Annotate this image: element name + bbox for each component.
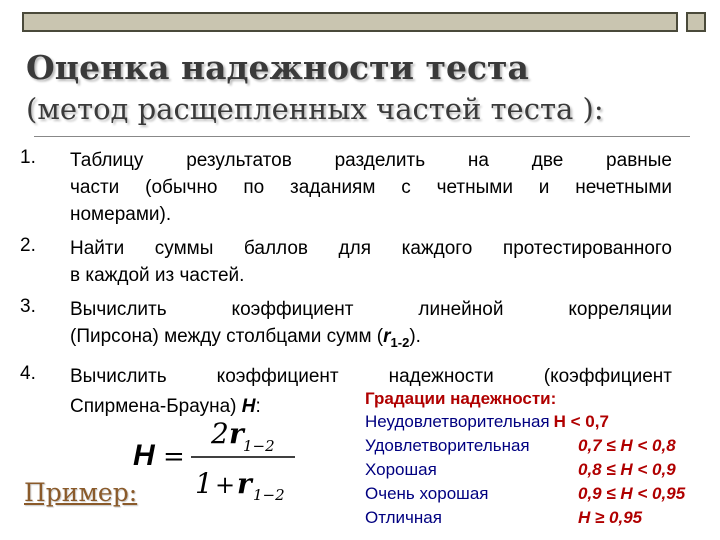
step-text-fragment: (Пирсона) между столбцами сумм ( [70, 326, 384, 347]
step-text-tail: : [255, 395, 261, 417]
list-item [20, 147, 672, 228]
slide-subtitle: (метод расщепленных частей теста ): [26, 92, 604, 126]
step-text-line: Найти суммы баллов для каждого протестированного [70, 238, 672, 259]
step-text-line: Вычислить коэффициент надежности (коэффициент [70, 365, 672, 387]
gradation-row [365, 458, 685, 482]
step-number: 4. [20, 362, 36, 384]
list-item [20, 296, 672, 356]
gradation-value: 0,9 ≤ H < 0,95 [578, 484, 686, 503]
reliability-gradations [365, 388, 685, 530]
r-subscript: 1-2 [390, 334, 410, 350]
step-text-line: номерами). [70, 204, 172, 225]
formula-equals: = [163, 442, 185, 472]
step-text-line: Таблицу результатов разделить на две равные [70, 150, 672, 171]
gradations-title: Градации надежности: [365, 389, 557, 408]
gradation-label: Удовлетворительная [365, 436, 530, 455]
gradation-label: Хорошая [365, 460, 437, 479]
gradation-label: Неудовлетворительная [365, 412, 550, 431]
steps-list [20, 147, 672, 427]
spearman-brown-formula [133, 413, 313, 503]
formula-numerator-var: r [229, 417, 244, 450]
gradation-row [365, 506, 685, 530]
step-text-fragment: Спирмена-Брауна) [70, 395, 242, 417]
step-text-tail: ). [409, 326, 421, 347]
step-text-line [70, 323, 672, 356]
formula-denominator-sub: 1−2 [253, 486, 285, 503]
step-text-line: Вычислить коэффициент линейной корреляции [70, 299, 672, 320]
gradation-value: H < 0,7 [553, 412, 609, 431]
gradation-label: Очень хорошая [365, 484, 489, 503]
list-item [20, 235, 672, 289]
formula-denominator-var: r [237, 467, 252, 500]
gradation-row [365, 482, 685, 506]
gradation-value: 0,7 ≤ H < 0,8 [578, 436, 676, 455]
slide-title: Оценка надежности теста [26, 48, 529, 87]
gradation-value: H ≥ 0,95 [578, 508, 643, 527]
step-number: 1. [20, 147, 36, 168]
gradation-label: Отличная [365, 508, 442, 527]
gradation-row [365, 434, 685, 458]
title-divider [34, 136, 690, 137]
formula-lhs: H [133, 439, 155, 472]
step-text-line: части (обычно по заданиям с четными и нечетными [70, 177, 672, 198]
step-number: 3. [20, 296, 36, 317]
formula-numerator-sub: 1−2 [243, 437, 275, 455]
corner-decorative-square [686, 12, 706, 32]
step-text-line: в каждой из частей. [70, 265, 245, 286]
formula-denominator-one: 1 [195, 467, 213, 500]
formula-numerator-coef: 2 [211, 417, 229, 450]
step-number: 2. [20, 235, 36, 256]
r-symbol: r [383, 326, 391, 347]
example-link[interactable]: Пример: [24, 478, 138, 507]
gradation-row [365, 410, 685, 434]
gradation-value: 0,8 ≤ H < 0,9 [578, 460, 676, 479]
top-decorative-bar [22, 12, 678, 32]
formula-plus: + [215, 471, 236, 499]
h-symbol: H [241, 395, 256, 417]
